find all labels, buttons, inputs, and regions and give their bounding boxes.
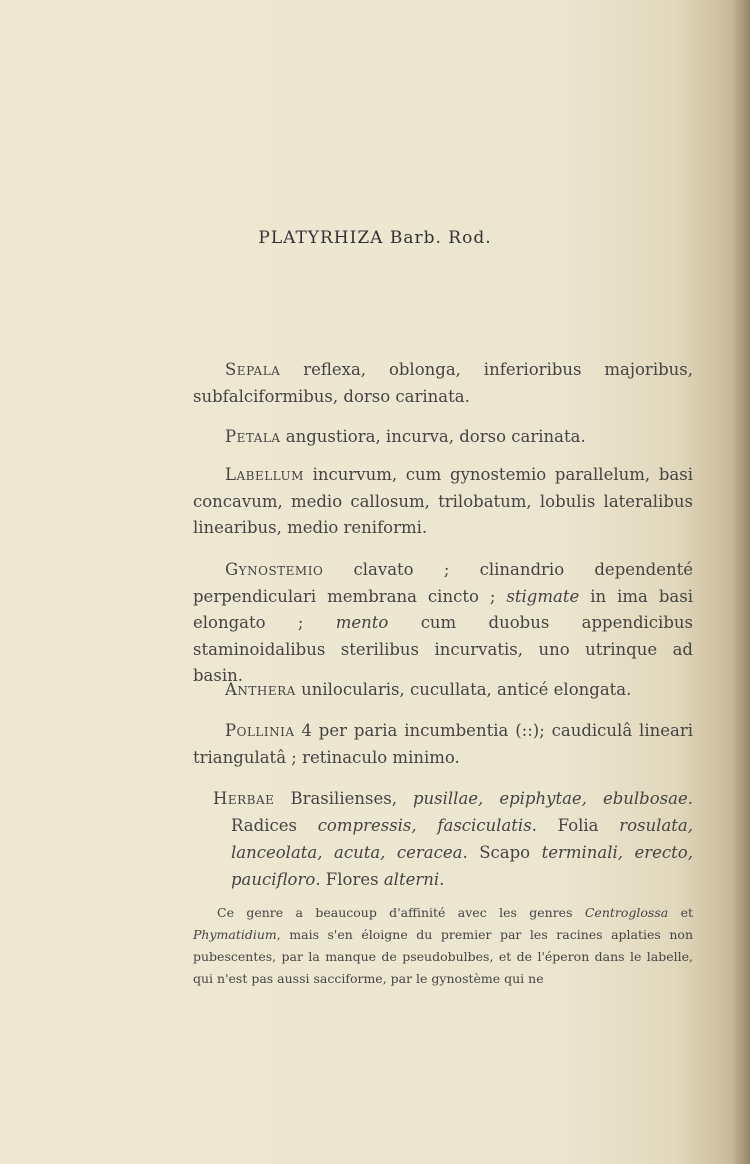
herbae-i2: compressis, fasciculatis bbox=[317, 816, 532, 835]
note-t2: et bbox=[668, 905, 693, 920]
genus-title: PLATYRHIZA Barb. Rod. bbox=[258, 228, 492, 248]
anthera-paragraph bbox=[193, 677, 693, 704]
note-i1: Centroglossa bbox=[584, 905, 669, 920]
note-t1: Ce genre a beaucoup d'affinité avec les genres bbox=[217, 905, 585, 920]
gynostemio-label: Gynostemio bbox=[225, 560, 324, 579]
sepala-text: reflexa, oblonga, inferioribus majoribus, subfalciformibus, dorso carinata. bbox=[193, 360, 693, 406]
herbae-i5: alterni bbox=[383, 870, 440, 889]
herbae-i3: rosulata, lanceolata, acuta, ceracea bbox=[231, 816, 693, 862]
herbae-t2: Radices bbox=[231, 816, 318, 835]
footnote bbox=[193, 902, 693, 990]
labellum-text: incurvum, cum gynostemio parallelum, basi concavum, medio callosum, trilobatum, lobulis lateralibus linearibus, medio reniformi. bbox=[193, 465, 693, 537]
herbae-i1: pusillae, epiphytae, ebulbosae. bbox=[412, 789, 693, 808]
gynostemio-italic-b: mento bbox=[335, 613, 389, 632]
sepala-paragraph bbox=[193, 357, 693, 410]
pollinia-paragraph bbox=[193, 718, 693, 771]
herbae-t4: . Scapo bbox=[462, 843, 542, 862]
herbae-t6: . bbox=[439, 870, 445, 889]
petala-text: angustiora, incurva, dorso carinata. bbox=[280, 427, 586, 446]
gynostemio-italic-a: stigmate bbox=[506, 586, 580, 606]
pollinia-text: 4 per paria incumbentia (::); caudiculâ lineari triangulatâ ; retinaculo minimo. bbox=[193, 721, 693, 767]
gynostemio-text-c: cum duobus appendicibus staminoidalibus sterilibus incurvatis, uno utrinque ad basin. bbox=[193, 613, 693, 685]
labellum-paragraph bbox=[193, 462, 693, 542]
gynostemio-text-b: in ima basi elongato ; bbox=[193, 586, 693, 632]
herbae-paragraph bbox=[213, 785, 693, 893]
herbae-t3: . Folia bbox=[531, 816, 620, 835]
petala-paragraph bbox=[193, 424, 693, 451]
herbae-t5: . Flores bbox=[315, 870, 384, 889]
herbae-i4: terminali, erecto, paucifloro bbox=[231, 843, 693, 889]
gynostemio-paragraph bbox=[193, 557, 693, 690]
sepala-label: Sepala bbox=[225, 360, 281, 379]
herbae-label: Herbae bbox=[213, 789, 275, 808]
gynostemio-text-a: clavato ; clinandrio dependenté perpendiculari membrana cincto ; bbox=[193, 560, 693, 606]
note-t3: , mais s'en éloigne du premier par les racines aplaties non pubescentes, par la manque de pseudobulbes, et de l'éperon dans le labelle, qui n'est pas aussi sacciforme, par le gynostème qui ne bbox=[193, 927, 693, 986]
note-i2: Phymatidium bbox=[193, 927, 277, 942]
petala-label: Petala bbox=[225, 427, 281, 446]
labellum-label: Labellum bbox=[225, 465, 304, 484]
pollinia-label: Pollinia bbox=[225, 721, 295, 740]
page-binding-shadow bbox=[732, 0, 750, 1164]
anthera-label: Anthera bbox=[225, 680, 296, 699]
herbae-t1: Brasilienses, bbox=[274, 789, 413, 808]
anthera-text: unilocularis, cucullata, anticé elongata. bbox=[295, 680, 632, 699]
